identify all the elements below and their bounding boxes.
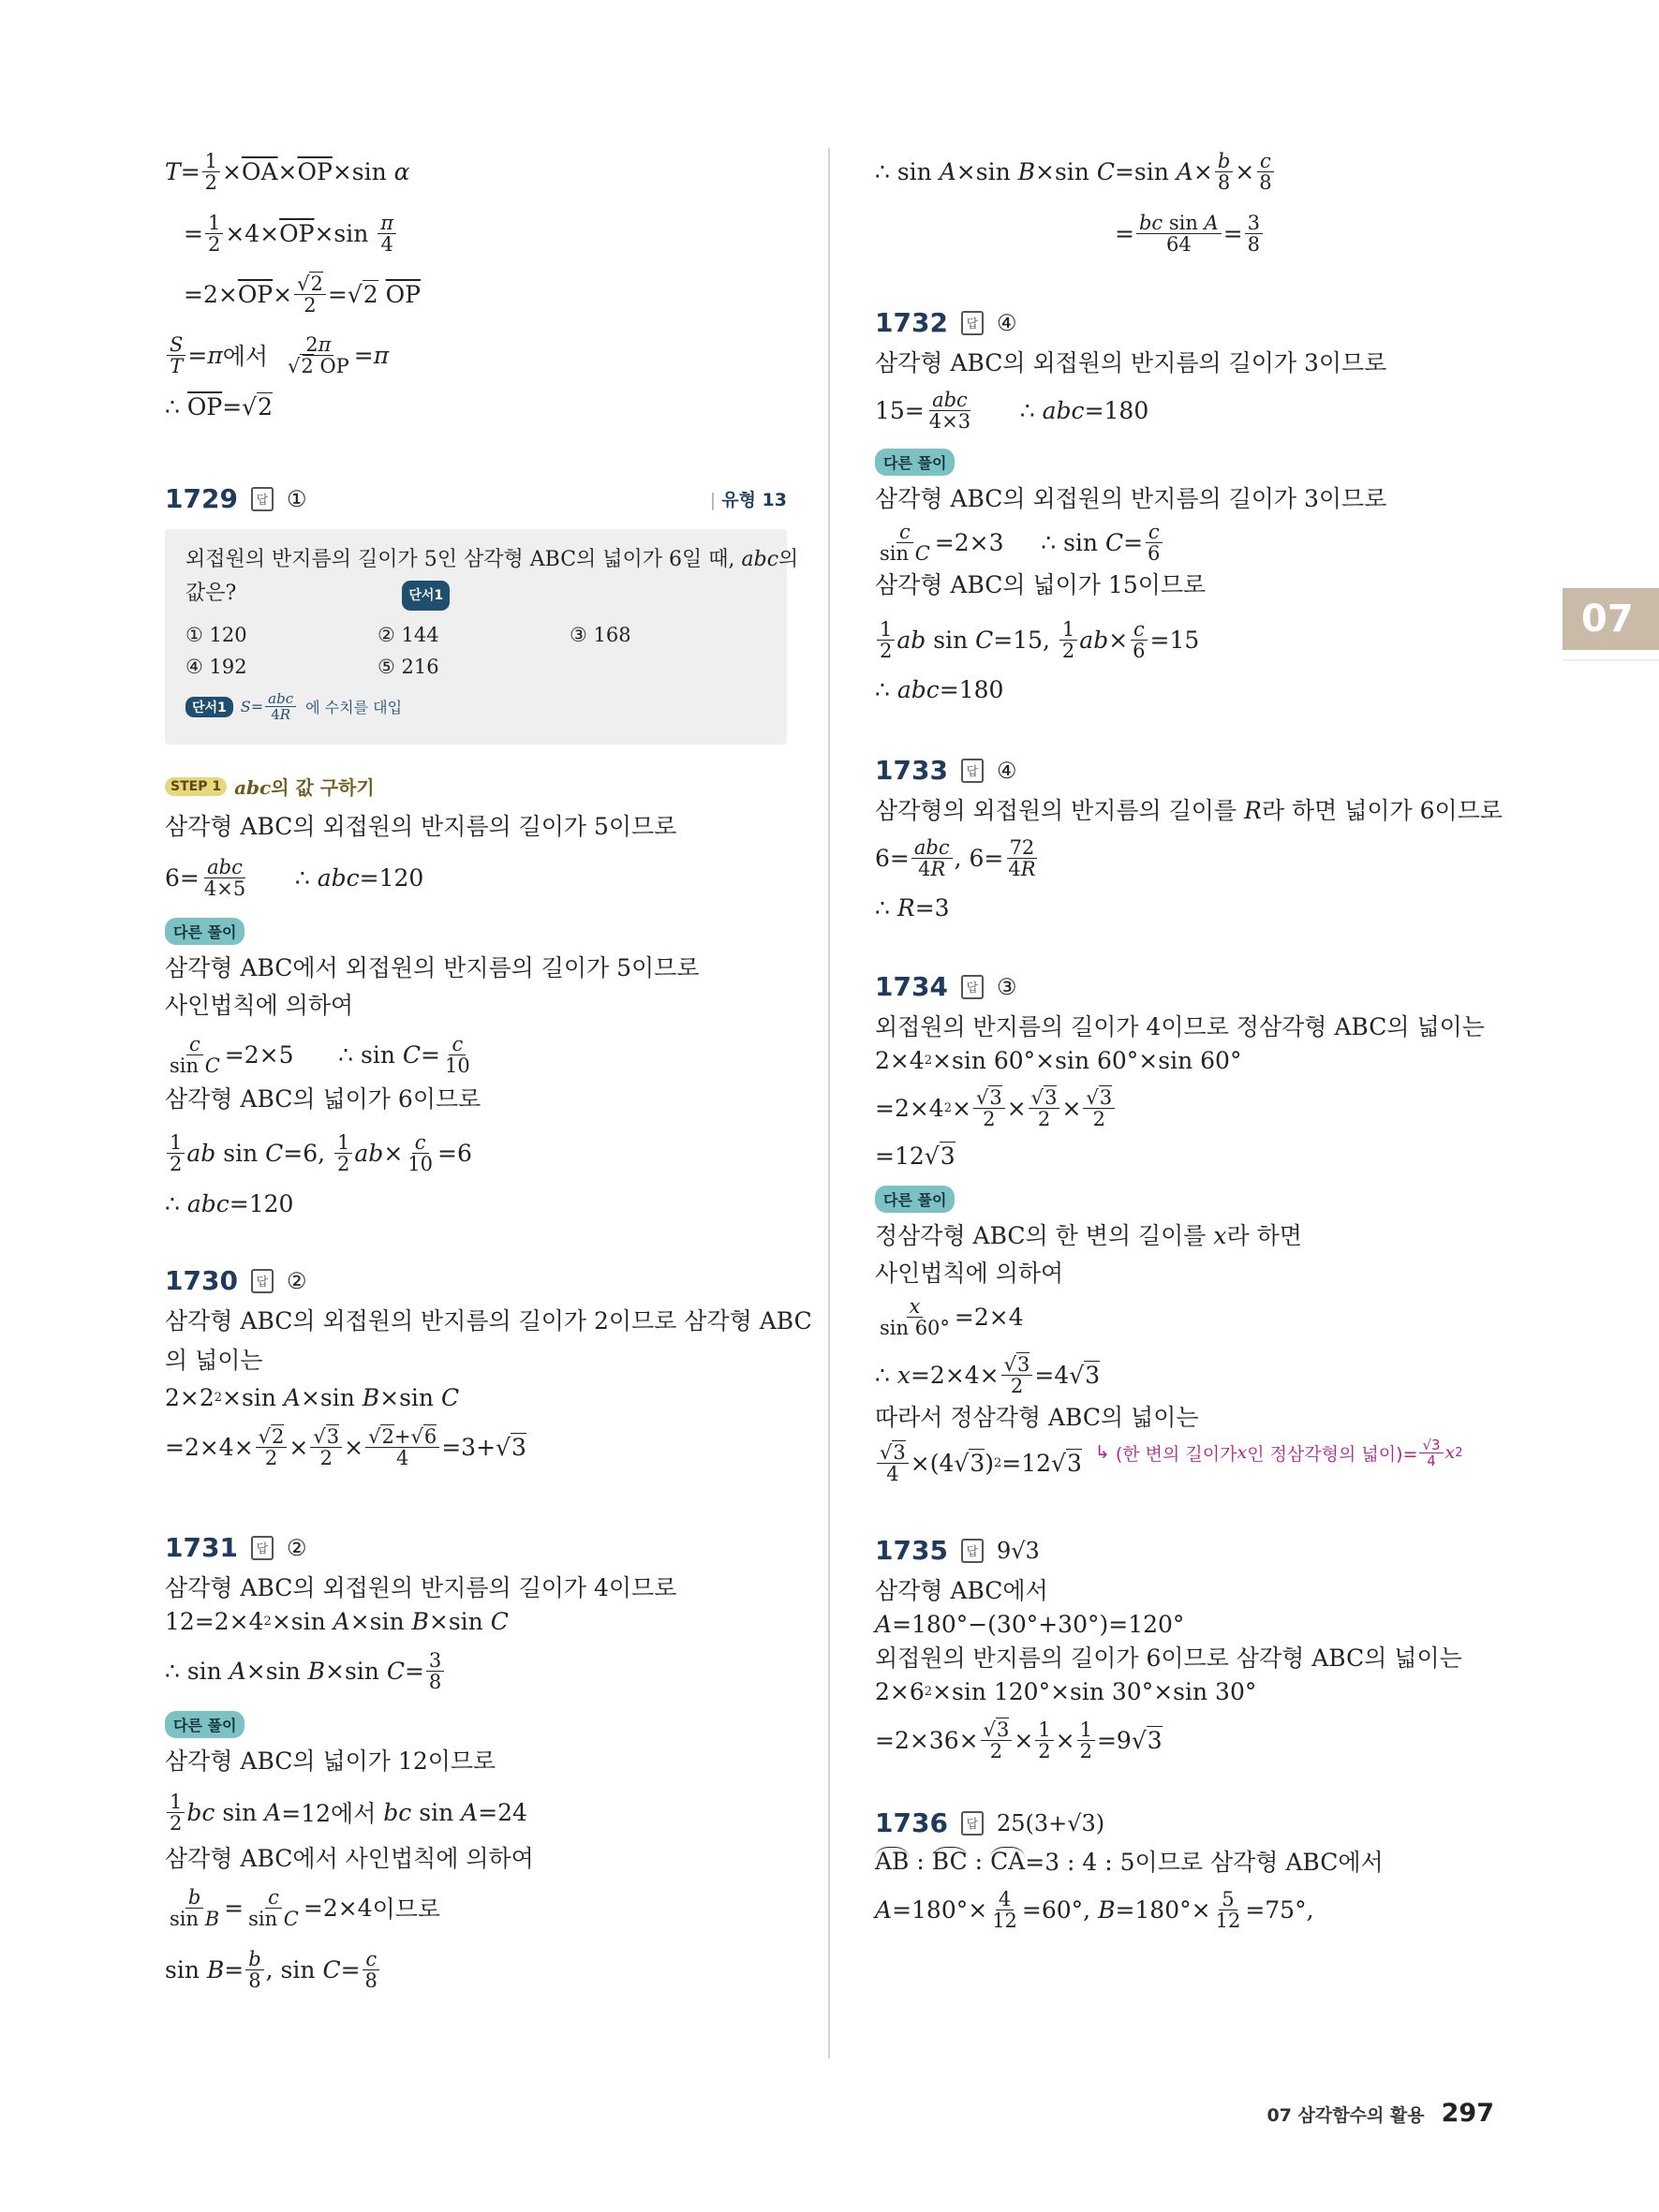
therefore-symbol: ∴ — [165, 392, 180, 420]
solution-line: 삼각형 ABC의 외접원의 반지름의 길이가 5이므로 — [165, 813, 677, 840]
eq-line: =12√ 3 — [875, 1142, 955, 1170]
answer-icon: 답 — [251, 1536, 274, 1560]
type-tag-label: 유형 13 — [721, 490, 787, 510]
eq-line: $\frac{1}{2}$ ab sin C =6, $\frac{1}{2}$ ab × $\frac{c}{10}$ =6 — [165, 1121, 787, 1185]
eq-line: 2×6 2 ×sin 120°×sin 30°×sin 30° — [875, 1677, 1257, 1705]
step-title-text: 의 값 구하기 — [271, 776, 375, 799]
eq-line: ∴ $\overline{OP}$ =√ 2 — [165, 392, 273, 420]
problem-number: 1734 — [875, 971, 948, 1002]
eq-line: ∴ R =3 — [875, 893, 950, 922]
eq-line: A =180°× $\frac{4}{12}$ =60°, B =180°× $\frac{5}{12}$ =75°, — [875, 1887, 1314, 1932]
eq-suffix: 이므로 — [372, 1895, 441, 1923]
text: =3 : 4 : 5이므로 삼각형 ABC에서 — [1025, 1849, 1384, 1876]
hint-chip-2: 단서1 — [185, 697, 233, 717]
answer: ② — [286, 1267, 307, 1294]
answer-icon: 답 — [961, 311, 984, 335]
step-var: abc — [234, 776, 272, 799]
continued-solution — [875, 140, 1474, 264]
alt-solution-badge: 다른 풀이 — [875, 1186, 955, 1213]
solution-line: 삼각형 ABC의 넓이가 12이므로 — [165, 1747, 496, 1775]
eq-line: $\frac{1}{2}$ bc sin A =12에서 bc sin A =24 — [165, 1779, 787, 1845]
hint-row: 단서1 S = $\frac{\text{abc}}{4R}$ 에 수치를 대입 — [185, 691, 766, 722]
answer-icon: 답 — [961, 975, 984, 999]
eq-line: $\frac{x}{\sin 60^\circ}$ =2×4 — [880, 1294, 1024, 1339]
var: x — [1213, 1222, 1227, 1249]
problem-1732 — [875, 307, 1474, 706]
eq-line: 15= $\frac{\text{abc}}{4\times 3}$ ∴ abc =180 — [875, 388, 1149, 433]
alt-solution-badge: 다른 풀이 — [165, 918, 244, 945]
eq-line: $\frac{c}{\text{sin C}}$ =2×5 ∴ sin C = $\frac{c}{10}$ — [170, 1032, 470, 1077]
problem-header — [875, 971, 1474, 1002]
eq-line: $\frac{S}{T}$ = π 에서 $\frac{2\pi}{√2 OP}$ = π — [165, 324, 787, 386]
hint-text: 에 수치를 대입 — [305, 699, 403, 716]
eq-line: T = $\frac{1}{2}$ × $\overline{OA}$ × $\overline{OP}$ ×sin α — [165, 149, 410, 194]
problem-header — [875, 755, 1474, 786]
note-var: x — [1237, 1442, 1248, 1463]
text-where: 에서 — [222, 343, 269, 370]
solution-line: 삼각형 ABC의 넓이가 6이므로 — [165, 1085, 481, 1113]
answer: ④ — [996, 309, 1017, 336]
problem-number: 1729 — [165, 483, 238, 514]
eq-line: =2× $\overline{OP}$ × $\frac{√2}{2}$ =√ 2 $\overline{OP}$ — [184, 272, 421, 317]
problem-number: 1730 — [165, 1265, 238, 1296]
note-text: 인 정삼각형의 넓이)= — [1247, 1443, 1418, 1465]
solution-line: 삼각형 ABC에서 사인법칙에 의하여 — [165, 1845, 534, 1872]
question-line — [185, 580, 766, 611]
alt-solution-badge: 다른 풀이 — [875, 449, 955, 476]
problem-1730 — [165, 1265, 812, 1478]
problem-1734 — [875, 971, 1485, 1494]
eq-line: = $\frac{\text{bc sin A}}{64}$ = $\frac{3}{8}$ — [875, 202, 1474, 264]
type-tag: | 유형 13 — [709, 490, 787, 510]
solution-line: 외접원의 반지름의 길이가 4이므로 정삼각형 ABC의 넓이는 — [875, 1013, 1485, 1040]
hint-chip: 단서1 — [402, 581, 450, 611]
solution-line: 삼각형 ABC의 외접원의 반지름의 길이가 3이므로 — [875, 485, 1387, 512]
question-box — [165, 529, 799, 745]
eq-line: $\frac{b}{\text{sin B}}$ = $\frac{c}{\text{sin C}}$ =2×4 이므로 — [170, 1885, 441, 1930]
problem-header — [875, 307, 1474, 338]
answer-icon: 답 — [961, 759, 984, 783]
eq-line: sin B = $\frac{b}{8}$ , sin C = $\frac{c}{8}$ — [165, 1939, 787, 2000]
solution-line: 사인법칙에 의하여 — [875, 1260, 1064, 1287]
step-header — [165, 773, 787, 800]
area-note: ↳ (한 변의 길이가 x 인 정삼각형의 넓이)= $\frac{√3}{4}$ x 2 — [1094, 1436, 1463, 1469]
eq-line: $\frac{1}{2}$ ab sin C =15, $\frac{1}{2}$ ab × $\frac{c}{6}$ =15 — [875, 607, 1474, 672]
eq-line: ∴ abc =180 — [875, 675, 1004, 703]
choice[interactable]: ③ 168 — [570, 624, 631, 646]
eq-line: $\frac{c}{\text{sin C}}$ =2×3 ∴ sin C = $\frac{c}{6}$ — [875, 513, 1474, 571]
solution-line — [875, 797, 1503, 825]
eq-line: A =180°−(30°+30°)=120° — [875, 1610, 1185, 1638]
page-number: 297 — [1441, 2099, 1494, 2128]
problem-number: 1733 — [875, 755, 948, 786]
eq-line: 2×2 2 ×sin A ×sin B ×sin C — [165, 1383, 460, 1411]
chapter-tab: 07 — [1563, 588, 1659, 650]
eq-line: 6= $\frac{\text{abc}}{4R}$ , 6= $\frac{72}{4R}$ — [875, 835, 1036, 880]
solution-line: 외접원의 반지름의 길이가 6이므로 삼각형 ABC의 넓이는 — [875, 1644, 1462, 1672]
problem-1733 — [875, 755, 1503, 924]
problem-header — [165, 1265, 787, 1296]
eq-line: ∴ abc =120 — [165, 1189, 294, 1217]
step-title — [234, 773, 375, 800]
text: 라 하면 넓이가 6이므로 — [1261, 797, 1503, 824]
choice[interactable]: ① 120 — [185, 624, 247, 646]
answer: 9√3 — [996, 1537, 1040, 1564]
chapter-tab-rule — [1563, 659, 1659, 661]
problem-1729 — [165, 483, 799, 1222]
eq-line: ∴ sin A ×sin B ×sin C =sin A × $\frac{b}{8}$ × $\frac{c}{8}$ — [875, 140, 1474, 202]
note-text: (한 변의 길이가 — [1115, 1443, 1237, 1465]
answer-icon: 답 — [251, 487, 274, 511]
problem-number: 1731 — [165, 1532, 238, 1563]
problem-1735 — [875, 1535, 1474, 1770]
answer: ③ — [996, 973, 1017, 1000]
eq-line: AB : BC : CA =3 : 4 : 5이므로 삼각형 ABC에서 — [875, 1842, 1474, 1880]
right-column — [875, 140, 1503, 1939]
eq-line: ∴ x =2×4× $\frac{√3}{2}$ =4√ 3 — [875, 1352, 1101, 1397]
question-text-2: 값은? — [185, 582, 237, 605]
text: 정삼각형 ABC의 한 변의 길이를 — [875, 1222, 1214, 1249]
left-column — [165, 140, 812, 2000]
problem-1736 — [875, 1807, 1474, 1939]
solution-line: 의 넓이는 — [165, 1347, 263, 1374]
question-text: 외접원의 반지름의 길이가 5인 삼각형 ABC의 넓이가 6일 때, — [185, 548, 742, 571]
solution-line: 삼각형 ABC의 외접원의 반지름의 길이가 2이므로 삼각형 ABC — [165, 1307, 812, 1335]
problem-number: 1736 — [875, 1807, 948, 1838]
answer-icon: 답 — [961, 1539, 984, 1563]
eq-line: ∴ sin A ×sin B ×sin C = $\frac{3}{8}$ — [165, 1640, 787, 1702]
question-line — [185, 546, 799, 574]
answer-icon: 답 — [961, 1811, 984, 1836]
choice[interactable]: ④ 192 — [185, 656, 247, 678]
eq-line: $\frac{√3}{4}$ ×(4√ 3 ) 2 =12√ 3 — [875, 1432, 1082, 1494]
solution-line: 삼각형 ABC의 외접원의 반지름의 길이가 3이므로 — [875, 349, 1387, 376]
answer: ② — [286, 1534, 307, 1561]
solution-line: 삼각형 ABC에서 — [875, 1577, 1048, 1604]
eq-line: =2×36× $\frac{√3}{2}$ × $\frac{1}{2}$ × $\frac{1}{2}$ =9√ 3 — [875, 1718, 1163, 1762]
eq-line: 12=2×4 2 ×sin A ×sin B ×sin C — [165, 1607, 509, 1635]
solution-line: 삼각형 ABC의 넓이가 15이므로 — [875, 571, 1207, 598]
question-var: abc — [741, 548, 779, 571]
alt-solution-badge: 다른 풀이 — [165, 1711, 244, 1738]
problem-header — [165, 483, 787, 514]
eq-with-note — [875, 1432, 1474, 1494]
eq-line: 6= $\frac{\text{abc}}{4\times 5}$ ∴ abc =120 — [165, 855, 424, 900]
eq-line: 2×4 2 ×sin 60°×sin 60°×sin 60° — [875, 1046, 1242, 1074]
text: 라 하면 — [1226, 1222, 1302, 1249]
choice[interactable]: ② 144 — [378, 624, 439, 646]
eq-line: = $\frac{1}{2}$ ×4× $\overline{OP}$ ×sin $\frac{\pi}{4}$ — [165, 202, 787, 264]
problem-number: 1735 — [875, 1535, 948, 1566]
problem-number: 1732 — [875, 307, 948, 338]
problem-1731 — [165, 1532, 787, 2000]
column-divider — [828, 148, 830, 2058]
question-text-end: 의 — [778, 548, 799, 571]
answer-icon: 답 — [251, 1269, 274, 1293]
solution-line: 사인법칙에 의하여 — [165, 992, 354, 1019]
solution-line: 삼각형 ABC의 외접원의 반지름의 길이가 4이므로 — [165, 1574, 677, 1601]
problem-header — [875, 1807, 1474, 1838]
intro-solution — [165, 140, 787, 427]
step-badge: STEP 1 — [165, 777, 227, 796]
answer: 25(3+√3) — [996, 1809, 1105, 1836]
answer: ④ — [996, 757, 1017, 784]
solution-line — [875, 1222, 1474, 1250]
choice[interactable]: ⑤ 216 — [378, 656, 439, 678]
problem-header — [165, 1532, 787, 1563]
eq-line: =2×4× $\frac{√2}{2}$ × $\frac{√3}{2}$ × $\frac{√2+√6}{4}$ =3+√ 3 — [165, 1424, 526, 1469]
choices — [185, 624, 766, 678]
var: R — [1244, 797, 1262, 824]
answer: ① — [286, 485, 307, 512]
page-footer — [1266, 2099, 1494, 2128]
solution-line: 삼각형 ABC에서 외접원의 반지름의 길이가 5이므로 — [165, 954, 700, 981]
problem-header — [875, 1535, 1474, 1566]
eq-line: =2×4 2 × $\frac{√3}{2}$ × $\frac{√3}{2}$ × $\frac{√3}{2}$ — [875, 1079, 1474, 1137]
solution-line: 따라서 정삼각형 ABC의 넓이는 — [875, 1404, 1199, 1431]
footer-title: 07 삼각함수의 활용 — [1266, 2105, 1425, 2126]
text: 삼각형의 외접원의 반지름의 길이를 — [875, 797, 1245, 824]
